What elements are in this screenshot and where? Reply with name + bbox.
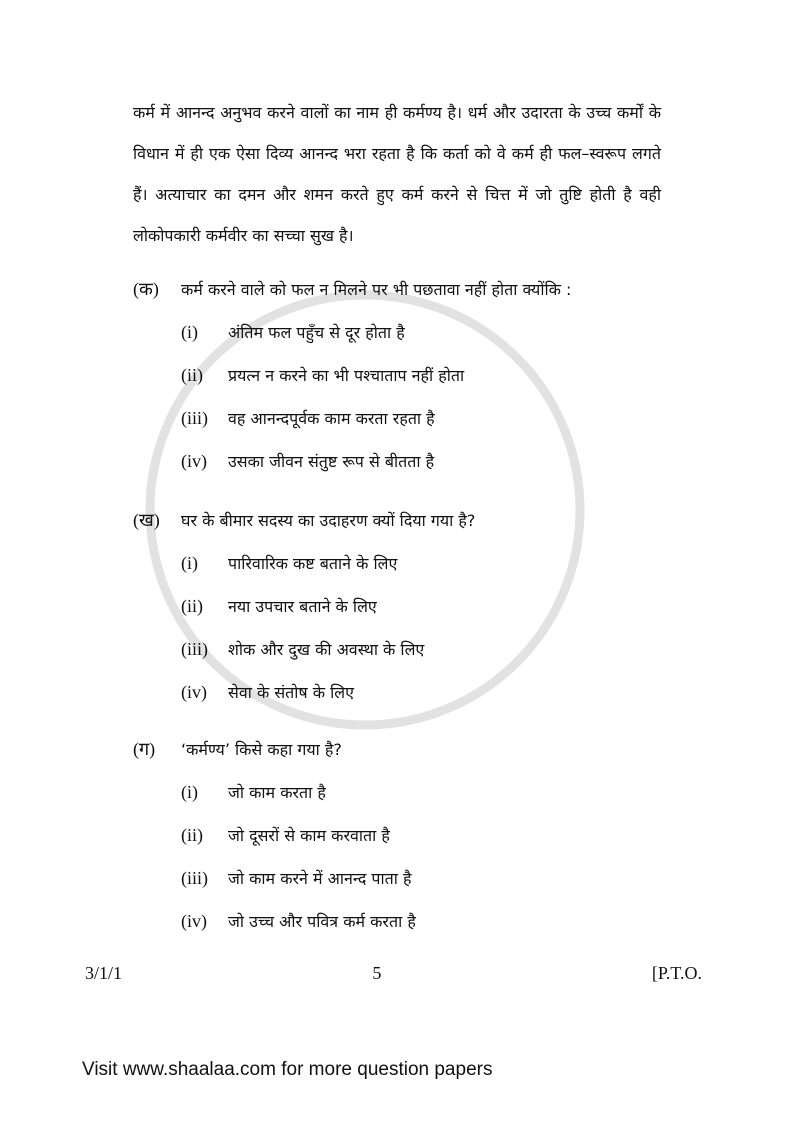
option	[181, 910, 681, 933]
passage: कर्म में आनन्द अनुभव करने वालों का नाम ही कर्मण्य है। धर्म और उदारता के उच्च कर्मों के विधान में ही एक ऐसा दिव्य आनन्द भरा रहता है कि कर्ता को वे कर्म ही फल–स्वरूप लगते हैं। अत्याचार का दमन और शमन करते हुए कर्म करने से चित्त में जो तुष्टि होती है वही लोकोपकारी कर्मवीर का सच्चा सुख है।	[133, 103, 661, 245]
question-text: कर्म करने वाले को फल न मिलने पर भी पछतावा नहीं होता क्योंकि :	[181, 280, 572, 299]
option	[181, 321, 681, 344]
question-ka	[133, 278, 693, 301]
question-label: (ग)	[133, 739, 156, 759]
question-label: (क)	[133, 279, 159, 299]
option-label: (ii)	[181, 365, 203, 385]
option-text: अंतिम फल पहुँच से दूर होता है	[228, 323, 405, 342]
option-label: (ii)	[181, 596, 203, 616]
option-text: जो उच्च और पवित्र कर्म करता है	[228, 912, 416, 931]
option-text: जो काम करने में आनन्द पाता है	[228, 869, 412, 888]
page-footer	[85, 962, 702, 984]
option-label: (i)	[181, 782, 198, 802]
option-label: (i)	[181, 322, 198, 342]
option	[181, 867, 681, 890]
question-text: ‘कर्मण्य’ किसे कहा गया है?	[181, 740, 342, 759]
option-text: जो काम करता है	[228, 783, 326, 802]
paper-code: 3/1/1	[85, 963, 123, 983]
question-text: घर के बीमार सदस्य का उदाहरण क्यों दिया गया है?	[181, 511, 476, 530]
option	[181, 681, 681, 704]
option-text: प्रयत्न न करने का भी पश्चाताप नहीं होता	[228, 366, 465, 385]
option-text: शोक और दुख की अवस्था के लिए	[228, 640, 425, 659]
option	[181, 364, 681, 387]
option-text: जो दूसरों से काम करवाता है	[228, 826, 390, 845]
page-number: 5	[372, 963, 382, 983]
option-label: (iii)	[181, 639, 208, 659]
option	[181, 407, 681, 430]
option	[181, 638, 681, 661]
option	[181, 595, 681, 618]
option-label: (iv)	[181, 911, 207, 931]
option-label: (iii)	[181, 868, 208, 888]
option-label: (iv)	[181, 682, 207, 702]
option-text: वह आनन्दपूर्वक काम करता रहता है	[228, 409, 435, 428]
pto-label: [P.T.O.	[651, 963, 702, 983]
option-label: (iii)	[181, 408, 208, 428]
option	[181, 824, 681, 847]
option-text: पारिवारिक कष्ट बताने के लिए	[228, 554, 398, 573]
option-label: (i)	[181, 553, 198, 573]
option	[181, 450, 681, 473]
option-label: (iv)	[181, 451, 207, 471]
option-text: नया उपचार बताने के लिए	[228, 597, 377, 616]
question-ga	[133, 738, 693, 761]
option	[181, 781, 681, 804]
page-content	[0, 92, 800, 962]
visit-banner: Visit www.shaalaa.com for more question papers	[82, 1059, 493, 1080]
option	[181, 552, 681, 575]
question-kha	[133, 509, 693, 532]
option-text: उसका जीवन संतुष्ट रूप से बीतता है	[228, 452, 435, 471]
option-text: सेवा के संतोष के लिए	[228, 683, 354, 702]
option-label: (ii)	[181, 825, 203, 845]
question-label: (ख)	[133, 510, 160, 530]
